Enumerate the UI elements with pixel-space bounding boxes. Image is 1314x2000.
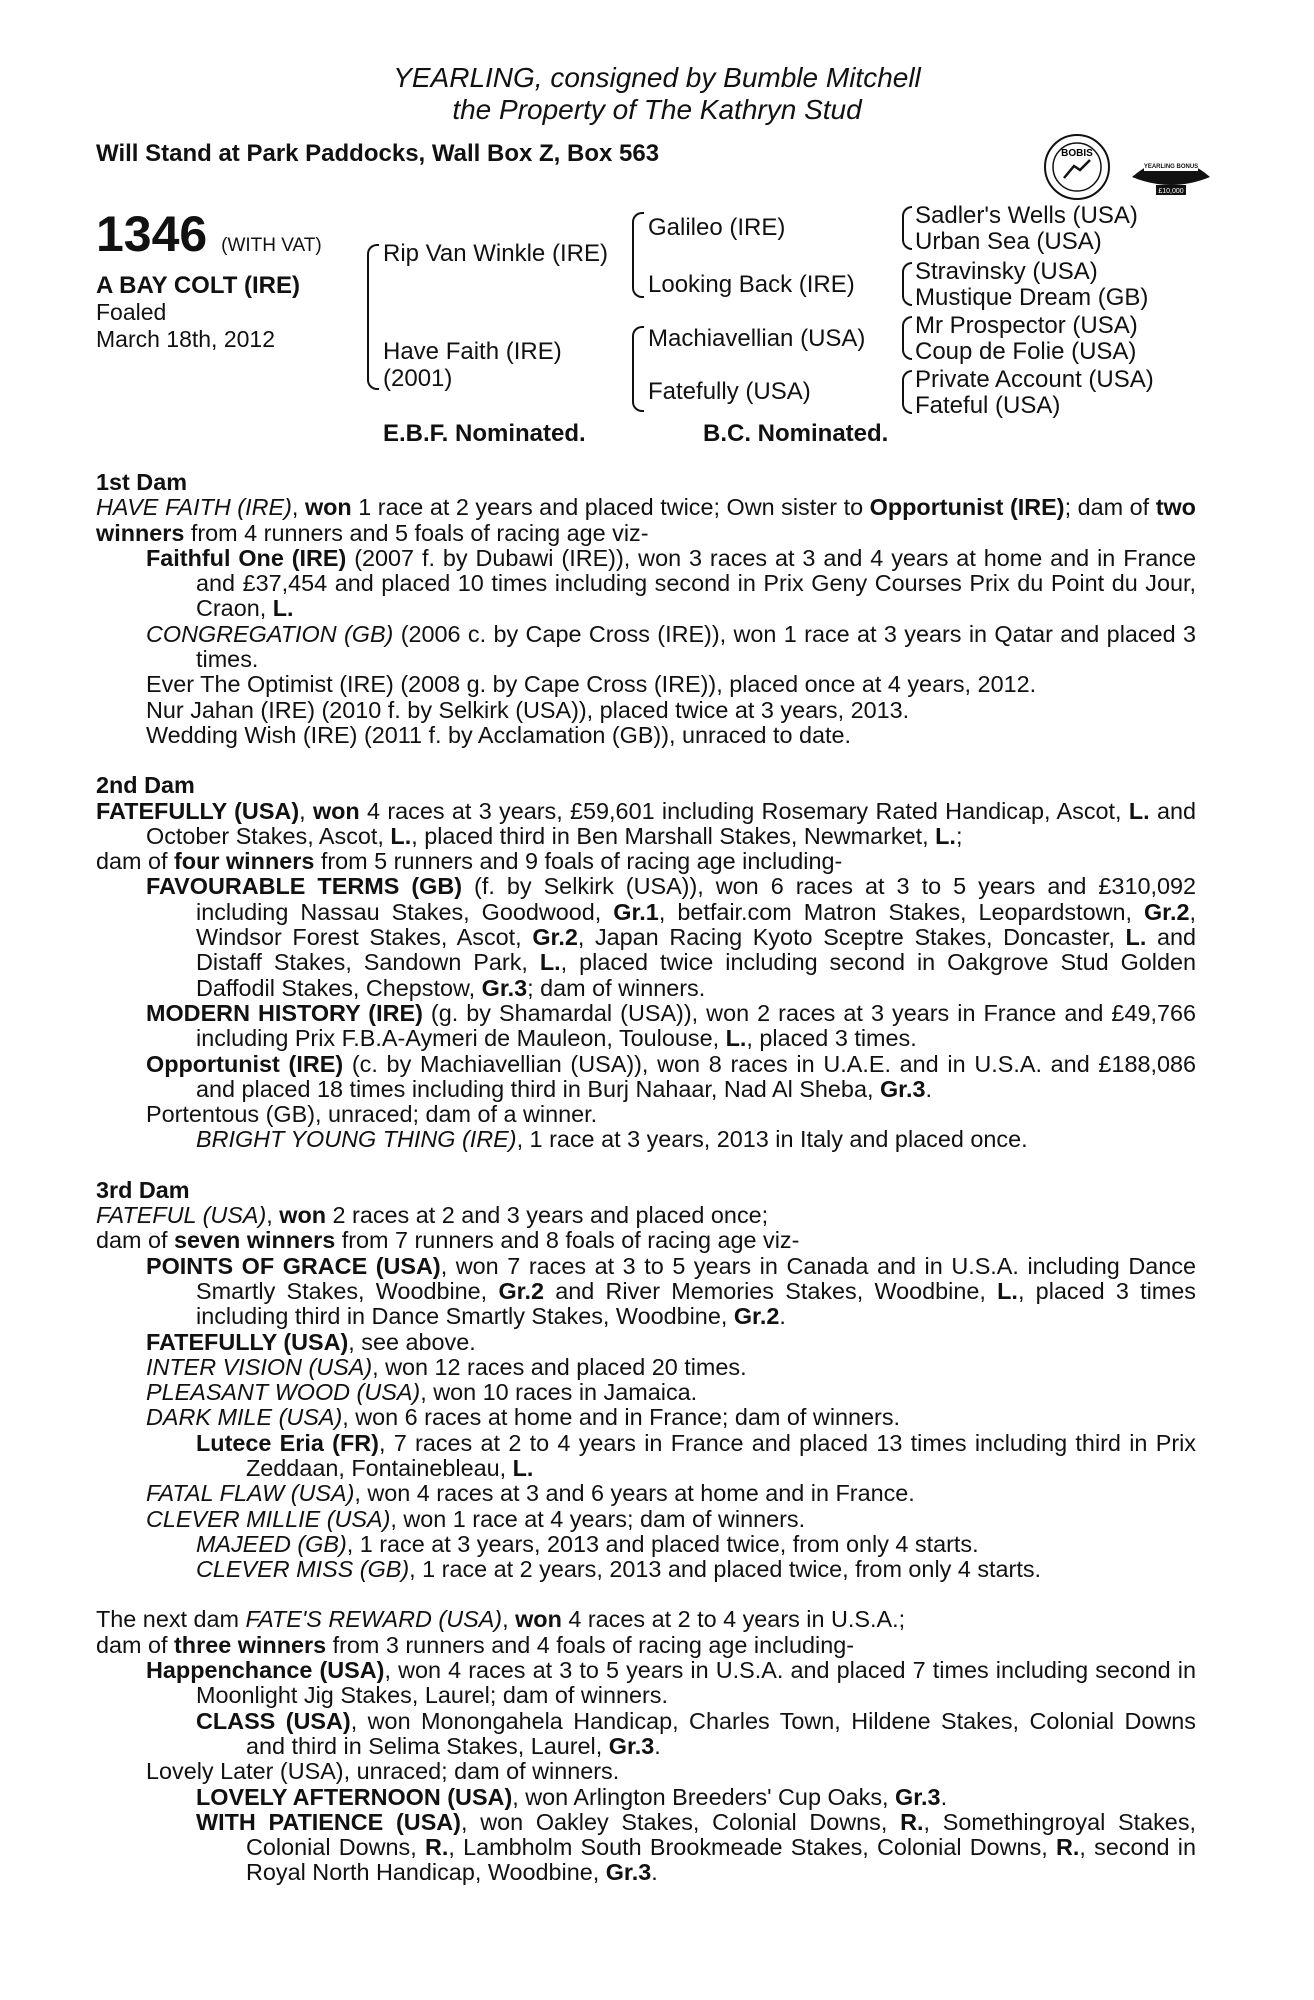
sss: Sadler's Wells (USA) — [915, 202, 1138, 229]
pedigree-brace-dam — [632, 326, 644, 412]
third-dam-text: FATEFUL (USA), won 2 races at 2 and 3 years and placed once; — [96, 1202, 769, 1229]
foaled-date: March 18th, 2012 — [96, 326, 276, 352]
list-item: CLEVER MISS (GB), 1 race at 2 years, 2013 and placed twice, from only 4 starts. — [196, 1556, 1042, 1583]
list-item: Portentous (GB), unraced; dam of a winner. — [146, 1101, 598, 1128]
svg-text:BOBIS: BOBIS — [1061, 148, 1093, 159]
bc-nominated: B.C. Nominated. — [703, 420, 889, 447]
dss: Mr Prospector (USA) — [915, 312, 1138, 339]
list-item: POINTS OF GRACE (USA), won 7 races at 3 to 5 years in Canada and in U.S.A. including Dance Smartly Stakes, Woodbine, Gr.2 and River Memories Stakes, Woodbine, L., placed 3 times including third in Dance Smartly Stakes, Woodbine, Gr.2. — [146, 1252, 1196, 1330]
sire: Rip Van Winkle (IRE) — [383, 240, 608, 267]
svg-text:YEARLING BONUS: YEARLING BONUS — [1143, 164, 1199, 170]
list-item: WITH PATIENCE (USA), won Oakley Stakes, Colonial Downs, R., Somethingroyal Stakes, Colonial Downs, R., Lambholm South Brookmeade Stakes, Colonial Downs, R., second in Royal North Handicap, Woodbine, Gr.3. — [196, 1808, 1197, 1886]
list-item: CLEVER MILLIE (USA), won 1 race at 4 years; dam of winners. — [146, 1505, 806, 1532]
brace-ds — [902, 316, 912, 360]
dam-year: (2001) — [383, 365, 453, 392]
dam-sire: Machiavellian (USA) — [648, 325, 866, 352]
second-dam-heading: 2nd Dam — [96, 772, 195, 799]
svg-text:RACING POST: RACING POST — [1153, 153, 1189, 159]
list-item: Lutece Eria (FR), 7 races at 2 to 4 years in France and placed 13 times including third in Prix Zeddaan, Fontainebleau, L. — [196, 1429, 1197, 1481]
bobis-logo — [1044, 134, 1110, 200]
list-item: MODERN HISTORY (IRE) (g. by Shamardal (USA)), won 2 races at 3 years in France and £49,766 including Prix F.B.A-Aymeri de Mauleon, Toulouse, L., placed 3 times. — [146, 999, 1196, 1052]
sire-sire: Galileo (IRE) — [648, 214, 786, 241]
ssd: Urban Sea (USA) — [915, 228, 1102, 255]
list-item: Nur Jahan (IRE) (2010 f. by Selkirk (USA)), placed twice at 3 years, 2013. — [146, 696, 910, 723]
list-item: Opportunist (IRE) (c. by Machiavellian (USA)), won 8 races in U.A.E. and in U.S.A. and £188,086 and placed 18 times including third in Burj Nahaar, Nad Al Sheba, Gr.3. — [146, 1050, 1196, 1102]
dam-dam: Fatefully (USA) — [648, 378, 811, 405]
stand-location: Will Stand at Park Paddocks, Wall Box Z, Box 563 — [96, 140, 660, 167]
list-item: FATAL FLAW (USA), won 4 races at 3 and 6 years at home and in France. — [146, 1480, 915, 1507]
property-line: the Property of The Kathryn Stud — [452, 94, 862, 125]
sds: Stravinsky (USA) — [915, 258, 1098, 285]
list-item: Lovely Later (USA), unraced; dam of winners. — [146, 1758, 620, 1785]
list-item: INTER VISION (USA), won 12 races and placed 20 times. — [146, 1353, 747, 1380]
sdd: Mustique Dream (GB) — [915, 284, 1149, 311]
list-item: DARK MILE (USA), won 6 races at home and in France; dam of winners. — [146, 1404, 901, 1431]
sire-dam: Looking Back (IRE) — [648, 271, 855, 298]
lot-number: 1346 (WITH VAT) — [96, 206, 322, 262]
list-item: PLEASANT WOOD (USA), won 10 races in Jamaica. — [146, 1379, 698, 1406]
brace-sd — [902, 262, 912, 306]
ddd: Fateful (USA) — [915, 392, 1061, 419]
dam: Have Faith (IRE) — [383, 338, 562, 365]
second-dam-text: FATEFULLY (USA), won 4 races at 3 years, £59,601 including Rosemary Rated Handicap, Ascot, L. and October Stakes, Ascot, L., placed third in Ben Marshall Stakes, Newmarket, L.; — [96, 797, 1196, 849]
brace-ss — [902, 206, 912, 250]
dsd: Coup de Folie (USA) — [915, 338, 1137, 365]
list-item: MAJEED (GB), 1 race at 3 years, 2013 and placed twice, from only 4 starts. — [196, 1530, 979, 1557]
catalogue-notes — [96, 470, 1196, 1886]
lot-description: A BAY COLT (IRE) — [96, 272, 301, 299]
list-item: Happenchance (USA), won 4 races at 3 to 5 years in U.S.A. and placed 7 times including second in Moonlight Jig Stakes, Laurel; dam of winners. — [146, 1657, 1196, 1709]
brace-dd — [902, 370, 912, 414]
list-item: Ever The Optimist (IRE) (2008 g. by Cape Cross (IRE)), placed once at 4 years, 2012. — [146, 671, 1037, 698]
foaled-label: Foaled — [96, 299, 167, 325]
first-dam-text: HAVE FAITH (IRE), won 1 race at 2 years and placed twice; Own sister to Opportunist (IRE); dam of two winners from 4 runners and 5 foals of racing age viz- — [96, 494, 1196, 546]
dds: Private Account (USA) — [915, 366, 1154, 393]
list-item: BRIGHT YOUNG THING (IRE), 1 race at 3 years, 2013 in Italy and placed once. — [196, 1126, 1028, 1153]
first-dam-heading: 1st Dam — [96, 469, 188, 495]
ebf-nominated: E.B.F. Nominated. — [383, 420, 586, 447]
pedigree-brace-main — [367, 244, 379, 390]
consignor-line: YEARLING, consigned by Bumble Mitchell — [393, 62, 921, 93]
pedigree-brace-sire — [632, 212, 644, 298]
list-item: CLASS (USA), won Monongahela Handicap, Charles Town, Hildene Stakes, Colonial Downs and third in Selima Stakes, Laurel, Gr.3. — [196, 1707, 1196, 1759]
list-item: LOVELY AFTERNOON (USA), won Arlington Breeders' Cup Oaks, Gr.3. — [196, 1783, 948, 1810]
next-dam-text: The next dam FATE'S REWARD (USA), won 4 races at 2 to 4 years in U.S.A.; — [96, 1606, 906, 1633]
third-dam-produce: dam of seven winners from 7 runners and 8 foals of racing age viz- — [96, 1227, 800, 1254]
next-dam-produce: dam of three winners from 3 runners and 4 foals of racing age including- — [96, 1631, 854, 1658]
second-dam-produce: dam of four winners from 5 runners and 9 foals of racing age including- — [96, 848, 843, 875]
list-item: FAVOURABLE TERMS (GB) (f. by Selkirk (USA)), won 6 races at 3 to 5 years and £310,092 including Nassau Stakes, Goodwood, Gr.1, betfair.com Matron Stakes, Leopardstown, Gr.2, Windsor Forest Stakes, Ascot, Gr.2, Japan Racing Kyoto Sceptre Stakes, Doncaster, L. and Distaff Stakes, Sandown Park, L., placed twice including second in Oakgrove Stud Golden Daffodil Stakes, Chepstow, Gr.3; dam of winners. — [146, 873, 1196, 1001]
list-item: FATEFULLY (USA), see above. — [146, 1328, 476, 1355]
yearling-bonus-logo — [1128, 147, 1214, 199]
svg-text:£10,000: £10,000 — [1158, 188, 1184, 195]
list-item: Faithful One (IRE) (2007 f. by Dubawi (IRE)), won 3 races at 3 and 4 years at home and in France and £37,454 and placed 10 times including second in Prix Geny Courses Prix du Point du Jour, Craon, L. — [146, 544, 1196, 622]
third-dam-heading: 3rd Dam — [96, 1176, 190, 1203]
list-item: Wedding Wish (IRE) (2011 f. by Acclamation (GB)), unraced to date. — [146, 721, 852, 748]
list-item: CONGREGATION (GB) (2006 c. by Cape Cross (IRE)), won 1 race at 3 years in Qatar and placed 3 times. — [146, 620, 1196, 673]
